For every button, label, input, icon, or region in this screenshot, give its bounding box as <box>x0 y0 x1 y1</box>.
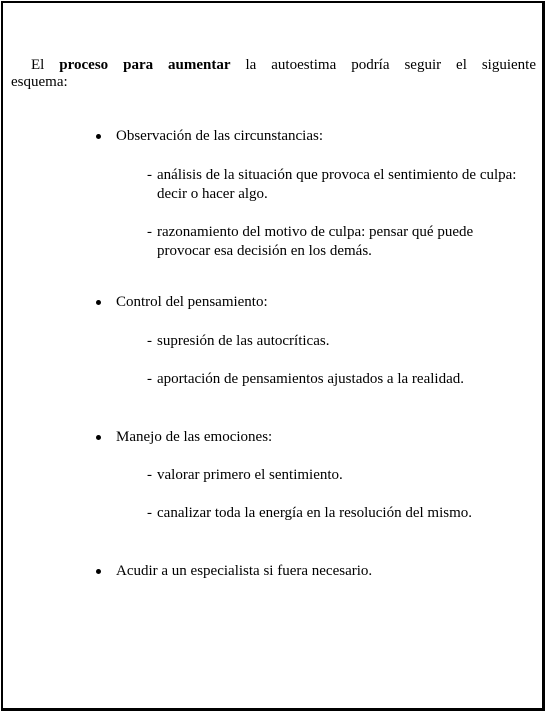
intro-paragraph <box>11 57 536 91</box>
section-emociones <box>95 428 525 523</box>
sub-item <box>147 223 519 261</box>
bullet-icon <box>96 134 101 139</box>
dash-icon: - <box>147 371 152 387</box>
sub-item-text: análisis de la situación que provoca el sentimiento de culpa: decir o hacer algo. <box>157 167 517 202</box>
bullet-icon <box>96 569 101 574</box>
dash-icon: - <box>147 167 152 183</box>
bullet-item <box>95 428 525 447</box>
sub-item <box>147 332 519 351</box>
sub-item-text: aportación de pensamientos ajustados a la realidad. <box>157 371 464 387</box>
bullet-item <box>95 127 525 146</box>
sub-item-text: razonamiento del motivo de culpa: pensar qué puede provocar esa decisión en los demás. <box>157 224 474 259</box>
section-control <box>95 293 525 389</box>
sub-item <box>147 466 519 485</box>
sub-item-text: valorar primero el sentimiento. <box>157 467 343 483</box>
dash-icon: - <box>147 224 152 240</box>
intro-text-end: esquema: <box>11 74 68 90</box>
bullet-icon <box>96 300 101 305</box>
section-observacion <box>95 127 525 261</box>
bullet-label: Control del pensamiento: <box>116 294 268 310</box>
intro-bold-phrase: proceso para aumentar <box>59 57 231 73</box>
sub-item <box>147 504 519 523</box>
intro-text-start: El <box>31 57 60 73</box>
sub-item-text: canalizar toda la energía en la resolución del mismo. <box>157 505 473 521</box>
dash-icon: - <box>147 467 152 483</box>
section-especialista <box>95 562 525 581</box>
dash-icon: - <box>147 505 152 521</box>
sub-item-text: supresión de las autocríticas. <box>157 333 330 349</box>
bullet-item <box>95 293 525 312</box>
sub-item <box>147 370 519 389</box>
dash-icon: - <box>147 333 152 349</box>
bullet-icon <box>96 435 101 440</box>
bullet-label: Manejo de las emociones: <box>116 429 273 445</box>
bullet-label: Acudir a un especialista si fuera necesario. <box>116 563 373 579</box>
bullet-item <box>95 562 525 581</box>
intro-text-middle: la autoestima podría seguir el siguiente <box>230 57 536 73</box>
sub-item <box>147 166 519 204</box>
bullet-label: Observación de las circunstancias: <box>116 128 324 144</box>
intro-first-line <box>11 57 536 74</box>
